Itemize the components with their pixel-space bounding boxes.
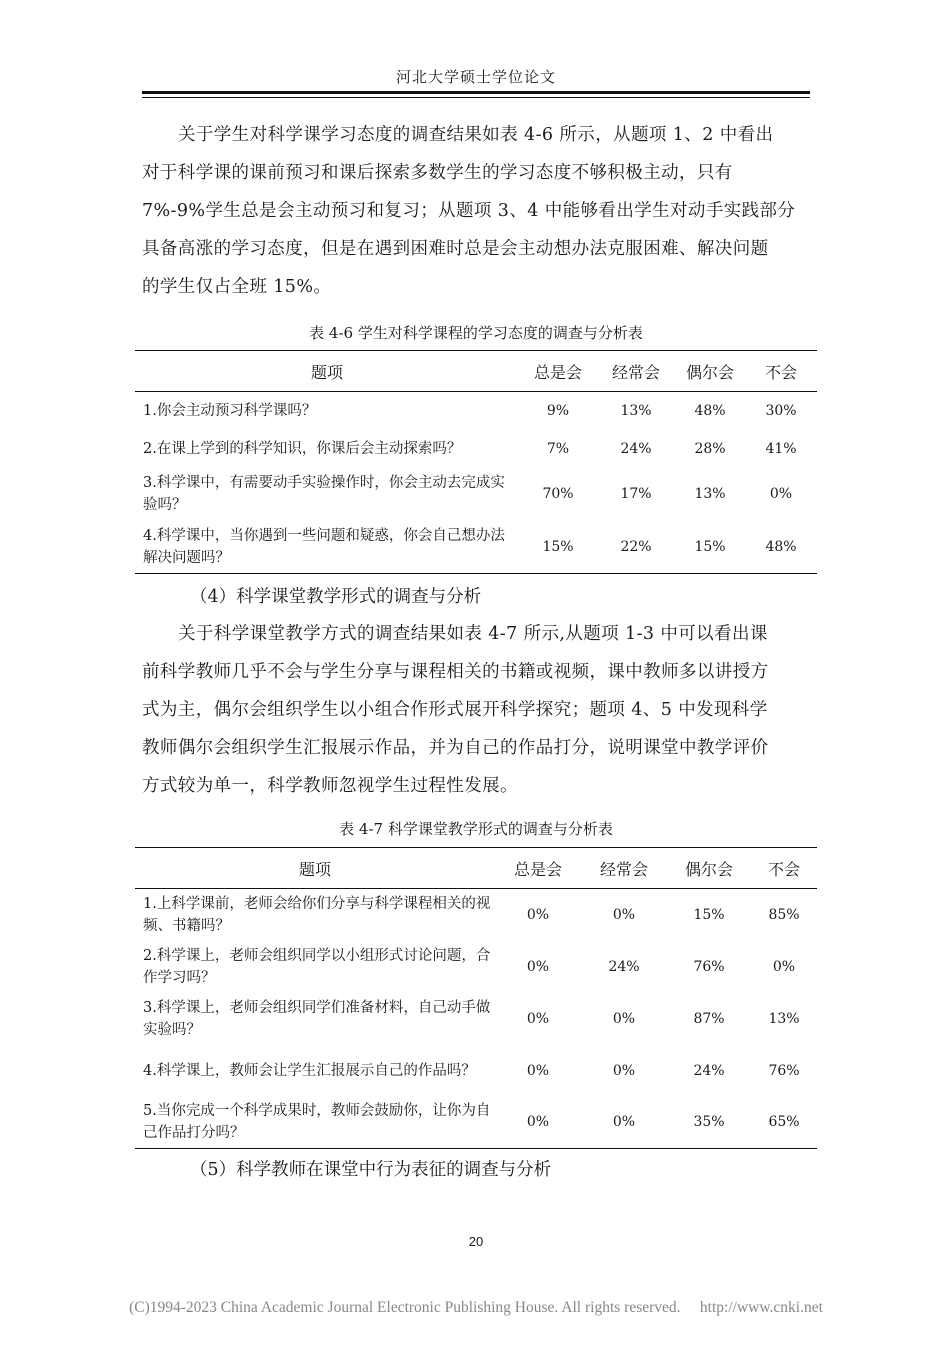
header-rule-thin [142, 97, 810, 98]
column-header: 题项 [298, 859, 331, 879]
question-cell: 5.当你完成一个科学成果时，教师会鼓励你，让你为自己作品打分吗？ [143, 1103, 491, 1142]
column-header: 题项 [310, 362, 343, 382]
value-cell: 24% [608, 958, 640, 975]
table-row [135, 430, 817, 468]
value-cell: 76% [768, 1062, 800, 1079]
value-cell: 0% [612, 906, 636, 923]
table-row [135, 993, 817, 1045]
paragraph-line: 7%-9%学生总是会主动预习和复习；从题项 3、4 中能够看出学生对动手实践部分 [142, 201, 796, 221]
question-cell: 2.科学课上，老师会组织同学以小组形式讨论问题，合作学习吗？ [143, 947, 491, 986]
column-header: 总是会 [533, 362, 582, 382]
column-header: 经常会 [611, 362, 660, 382]
value-cell: 0% [772, 958, 796, 975]
value-cell: 0% [526, 1010, 550, 1027]
question-cell: 1.上科学课前，老师会给你们分享与科学课程相关的视频、书籍吗？ [143, 895, 491, 934]
paragraph-line: 方式较为单一，科学教师忽视学生过程性发展。 [142, 776, 518, 796]
value-cell: 22% [620, 538, 652, 555]
question-cell: 2.在课上学到的科学知识，你课后会主动探索吗？ [143, 440, 462, 457]
value-cell: 0% [526, 1062, 550, 1079]
table-row [135, 1045, 817, 1097]
value-cell: 30% [765, 402, 797, 419]
question-cell: 4.科学课中，当你遇到一些问题和疑惑，你会自己想办法解决问题吗？ [143, 527, 505, 566]
value-cell: 48% [765, 538, 797, 555]
paragraph-line: 式为主，偶尔会组织学生以小组合作形式展开科学探究；题项 4、5 中发现科学 [142, 700, 768, 720]
value-cell: 13% [694, 486, 726, 502]
table-row [135, 468, 817, 521]
table-row [135, 889, 817, 941]
value-cell: 13% [768, 1010, 800, 1027]
question-cell: 1.你会主动预习科学课吗？ [143, 402, 317, 419]
running-header: 河北大学硕士学位论文 [395, 68, 556, 86]
footer-url: http://www.cnki.net [699, 1299, 823, 1316]
column-header: 总是会 [513, 859, 562, 879]
value-cell: 17% [620, 486, 652, 502]
value-cell: 41% [765, 440, 797, 457]
table-row [135, 392, 817, 430]
value-cell: 48% [694, 402, 726, 419]
question-cell: 4.科学课上，教师会让学生汇报展示自己的作品吗？ [143, 1062, 476, 1079]
value-cell: 0% [769, 486, 793, 502]
table-row [135, 521, 817, 574]
section-heading-5: （5）科学教师在课堂中行为表征的调查与分析 [190, 1160, 552, 1180]
table-header-row [135, 848, 817, 889]
question-cell: 3.科学课中，有需要动手实验操作时，你会主动去完成实验吗？ [143, 475, 505, 513]
column-header: 不会 [767, 859, 800, 879]
value-cell: 0% [526, 1114, 550, 1131]
value-cell: 15% [693, 906, 725, 923]
value-cell: 0% [612, 1114, 636, 1131]
section-heading-4: （4）科学课堂教学形式的调查与分析 [190, 587, 482, 607]
question-cell: 3.科学课上，老师会组织同学们准备材料，自己动手做实验吗？ [143, 999, 491, 1038]
table-header-row [135, 351, 817, 392]
column-header: 不会 [764, 362, 797, 382]
header-rule-thick [142, 91, 810, 94]
value-cell: 24% [620, 440, 652, 457]
paragraph-teaching-form [142, 615, 810, 805]
table-4-7 [135, 847, 817, 1149]
table-4-7-caption: 表 4-7 科学课堂教学形式的调查与分析表 [339, 820, 613, 838]
value-cell: 24% [693, 1062, 725, 1079]
value-cell: 0% [526, 958, 550, 975]
value-cell: 87% [693, 1010, 725, 1027]
value-cell: 85% [768, 906, 800, 923]
paragraph-line: 教师偶尔会组织学生汇报展示作品，并为自己的作品打分，说明课堂中教学评价 [142, 738, 769, 758]
value-cell: 13% [620, 402, 652, 419]
value-cell: 28% [694, 440, 726, 457]
paragraph-line: 关于科学课堂教学方式的调查结果如表 4-7 所示,从题项 1-3 中可以看出课 [178, 624, 768, 644]
paragraph-learning-attitude [142, 116, 810, 306]
copyright-text: (C)1994-2023 China Academic Journal Electronic Publishing House. All rights reserved. [129, 1299, 681, 1316]
table-4-6 [135, 350, 817, 574]
paragraph-line: 具备高涨的学习态度，但是在遇到困难时总是会主动想办法克服困难、解决问题 [142, 239, 769, 259]
value-cell: 0% [612, 1010, 636, 1027]
table-row [135, 1097, 817, 1149]
value-cell: 70% [542, 486, 574, 502]
copyright-footer [0, 1299, 952, 1317]
paragraph-line: 前科学教师几乎不会与学生分享与课程相关的书籍或视频，课中教师多以讲授方 [142, 662, 769, 682]
value-cell: 35% [693, 1114, 725, 1131]
paragraph-line: 的学生仅占全班 15%。 [142, 277, 332, 297]
value-cell: 15% [542, 538, 574, 555]
table-4-6-caption: 表 4-6 学生对科学课程的学习态度的调查与分析表 [309, 324, 643, 342]
page-number: 20 [468, 1234, 484, 1249]
value-cell: 0% [612, 1062, 636, 1079]
value-cell: 9% [546, 402, 570, 419]
paragraph-line: 对于科学课的课前预习和课后探索多数学生的学习态度不够积极主动，只有 [142, 163, 733, 183]
paragraph-line: 关于学生对科学课学习态度的调查结果如表 4-6 所示，从题项 1、2 中看出 [178, 125, 774, 145]
value-cell: 76% [693, 958, 725, 975]
table-row [135, 941, 817, 993]
value-cell: 15% [694, 538, 726, 555]
value-cell: 65% [768, 1114, 800, 1131]
column-header: 偶尔会 [685, 362, 734, 382]
value-cell: 0% [526, 906, 550, 923]
value-cell: 7% [546, 440, 570, 457]
column-header: 经常会 [599, 859, 648, 879]
column-header: 偶尔会 [684, 859, 733, 879]
